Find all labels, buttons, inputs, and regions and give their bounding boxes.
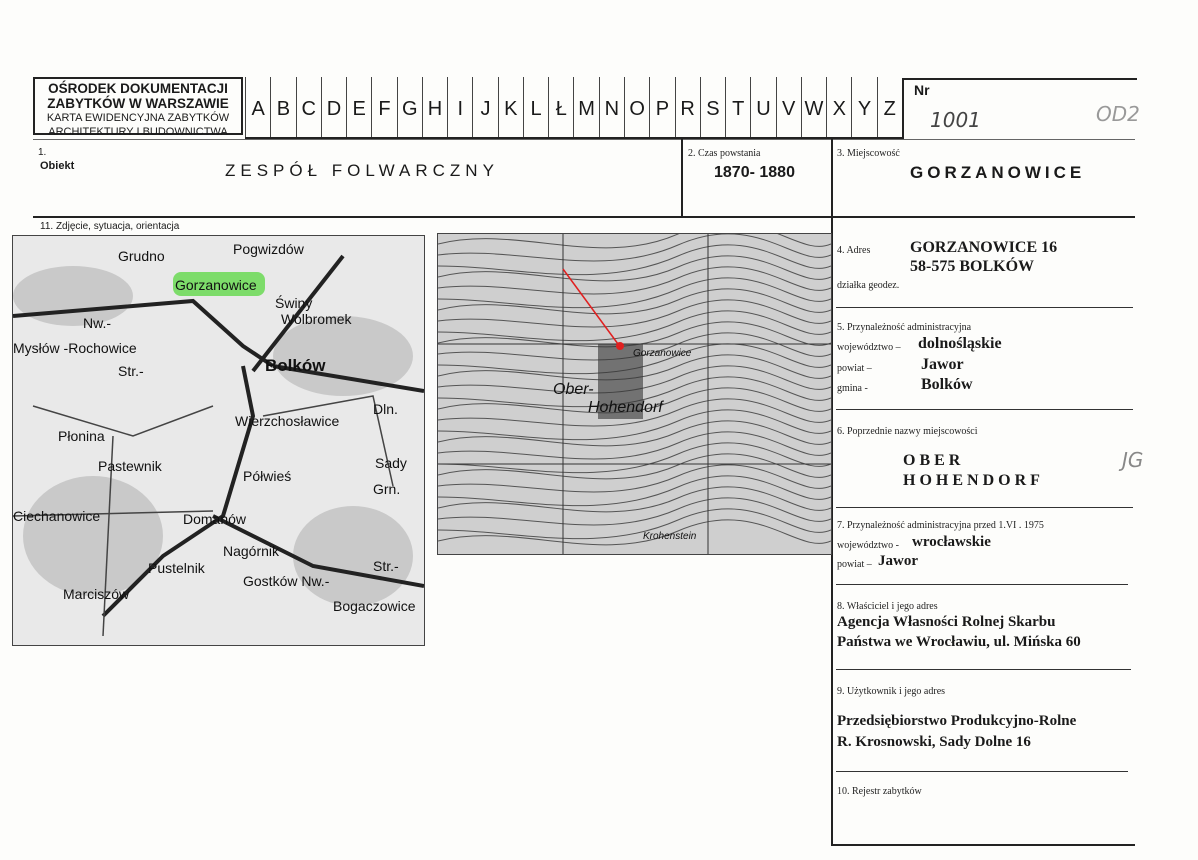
admin-label: 5. Przynależność administracyjna xyxy=(837,322,972,333)
poprzednie-nazwy-label: 6. Poprzednie nazwy miejscowości xyxy=(837,426,978,437)
map-place-label: Pustelnik xyxy=(148,560,205,576)
powiat-1975-value: Jawor xyxy=(878,553,918,569)
map-place-label: Mysłów -Rochowice xyxy=(13,340,137,356)
map-place-label: Półwieś xyxy=(243,468,292,484)
map-place-label: Bogaczowice xyxy=(333,598,416,614)
index-letter: M xyxy=(573,77,598,137)
map-place-label: Płonina xyxy=(58,428,105,444)
czas-label: 2. Czas powstania xyxy=(688,148,761,159)
rejestr-label: 10. Rejestr zabytków xyxy=(837,786,922,797)
card-type-line1: KARTA EWIDENCYJNA ZABYTKÓW xyxy=(46,112,230,124)
map-place-label: Świny xyxy=(275,295,313,311)
wojewodztwo-1975-value: wrocławskie xyxy=(912,534,991,550)
powiat-1975-label: powiat – xyxy=(837,559,872,570)
map-place-label: Str.- xyxy=(118,363,144,379)
index-letter: U xyxy=(750,77,775,137)
index-letter: K xyxy=(498,77,523,137)
nr-label: Nr xyxy=(914,82,930,98)
miejscowosc-label: 3. Miejscowość xyxy=(837,148,900,159)
institution-name-line2: ZABYTKÓW W WARSZAWIE xyxy=(47,96,229,111)
uzytkownik-label: 9. Użytkownik i jego adres xyxy=(837,686,946,697)
index-letter: P xyxy=(649,77,674,137)
index-letter: N xyxy=(599,77,624,137)
institution-box xyxy=(33,77,243,138)
index-letter: R xyxy=(675,77,700,137)
index-letter: D xyxy=(321,77,346,137)
card-type-line2: ARCHITEKTURY I BUDOWNICTWA xyxy=(48,126,228,138)
wlasciciel-line1: Agencja Własności Rolnej Skarbu xyxy=(837,614,1056,630)
map-place-label: Dln. xyxy=(373,401,398,417)
adres-label: 4. Adres xyxy=(837,245,871,256)
adres-line2: 58-575 BOLKÓW xyxy=(910,258,1035,275)
map-place-label: Ciechanowice xyxy=(13,508,101,524)
nr-note: OD2 xyxy=(1096,102,1140,126)
map-place-label: Gostków Nw.- xyxy=(243,573,330,589)
topo-place-label: Ober- xyxy=(553,381,594,398)
index-letter: O xyxy=(624,77,649,137)
index-letter: E xyxy=(346,77,371,137)
wlasciciel-line2: Państwa we Wrocławiu, ul. Mińska 60 xyxy=(837,634,1081,650)
map-place-label: Str.- xyxy=(373,558,399,574)
index-letter: W xyxy=(801,77,826,137)
index-letter: C xyxy=(296,77,321,137)
obiekt-label: Obiekt xyxy=(40,160,75,172)
index-letter: J xyxy=(472,77,497,137)
index-letter: H xyxy=(422,77,447,137)
admin-1975-label: 7. Przynależność administracyjna przed 1.VI . 1975 xyxy=(837,520,1044,531)
powiat-value: Jawor xyxy=(921,356,964,373)
institution-name-line1: OŚRODEK DOKUMENTACJI xyxy=(48,81,228,96)
map-place-label: Sady xyxy=(375,455,407,471)
topo-place-label: Hohendorf xyxy=(588,399,663,416)
index-letter: Z xyxy=(877,77,902,137)
wojewodztwo-label: województwo – xyxy=(837,342,901,353)
topo-place-label: Gorzanowice xyxy=(633,348,692,359)
nr-value: 1001 xyxy=(930,108,981,132)
index-letter: Y xyxy=(851,77,876,137)
index-letter: Ł xyxy=(548,77,573,137)
map-place-label: Pogwizdów xyxy=(233,241,304,257)
obiekt-value: ZESPÓŁ FOLWARCZNY xyxy=(225,161,499,180)
index-letter: I xyxy=(447,77,472,137)
obiekt-number: 1. xyxy=(38,147,47,158)
map-place-label: Marciszów xyxy=(63,586,130,602)
index-letter: T xyxy=(725,77,750,137)
index-letter: S xyxy=(700,77,725,137)
wojewodztwo-1975-label: województwo - xyxy=(837,540,899,551)
map-place-label: Wierzchosławice xyxy=(235,413,340,429)
map-place-label: Grn. xyxy=(373,481,401,497)
index-letter: B xyxy=(270,77,295,137)
zdjecie-label: 11. Zdjęcie, sytuacja, orientacja xyxy=(40,221,180,232)
wlasciciel-label: 8. Właściciel i jego adres xyxy=(837,601,938,612)
poprzednie-note: JG xyxy=(1122,448,1144,472)
number-box xyxy=(902,78,1140,139)
index-letter: L xyxy=(523,77,548,137)
map-place-label: Bolków xyxy=(265,356,326,375)
index-letter: X xyxy=(826,77,851,137)
road-map-image xyxy=(12,235,425,646)
map-place-label: Nagórnik xyxy=(223,543,280,559)
gmina-label: gmina - xyxy=(837,383,868,394)
index-letter: V xyxy=(776,77,801,137)
gmina-value: Bolków xyxy=(921,376,973,393)
index-letter: A xyxy=(245,77,270,137)
index-letter: G xyxy=(397,77,422,137)
powiat-label: powiat – xyxy=(837,363,872,374)
dzialka-label: działka geodez. xyxy=(837,280,900,291)
uzytkownik-line2: R. Krosnowski, Sady Dolne 16 xyxy=(837,734,1031,750)
map-place-label: Nw.- xyxy=(83,315,111,331)
poprzednie-nazwy-line1: OBER xyxy=(903,452,965,469)
poprzednie-nazwy-line2: HOHENDORF xyxy=(903,472,1044,489)
miejscowosc-value: GORZANOWICE xyxy=(910,163,1086,182)
letter-index-strip xyxy=(245,77,902,139)
map-place-label: Grudno xyxy=(118,248,165,264)
topo-place-label: Krohenstein xyxy=(643,531,697,542)
adres-line1: GORZANOWICE 16 xyxy=(910,239,1058,256)
index-letter: F xyxy=(371,77,396,137)
map-place-label: Gorzanowice xyxy=(175,277,257,293)
wojewodztwo-value: dolnośląskie xyxy=(918,335,1002,352)
uzytkownik-line1: Przedsiębiorstwo Produkcyjno-Rolne xyxy=(837,713,1077,729)
topographic-map-image xyxy=(437,233,832,555)
map-place-label: Pastewnik xyxy=(98,458,162,474)
map-place-label: Domanów xyxy=(183,511,247,527)
map-place-label: Wolbromek xyxy=(281,311,352,327)
czas-value: 1870- 1880 xyxy=(714,164,795,181)
